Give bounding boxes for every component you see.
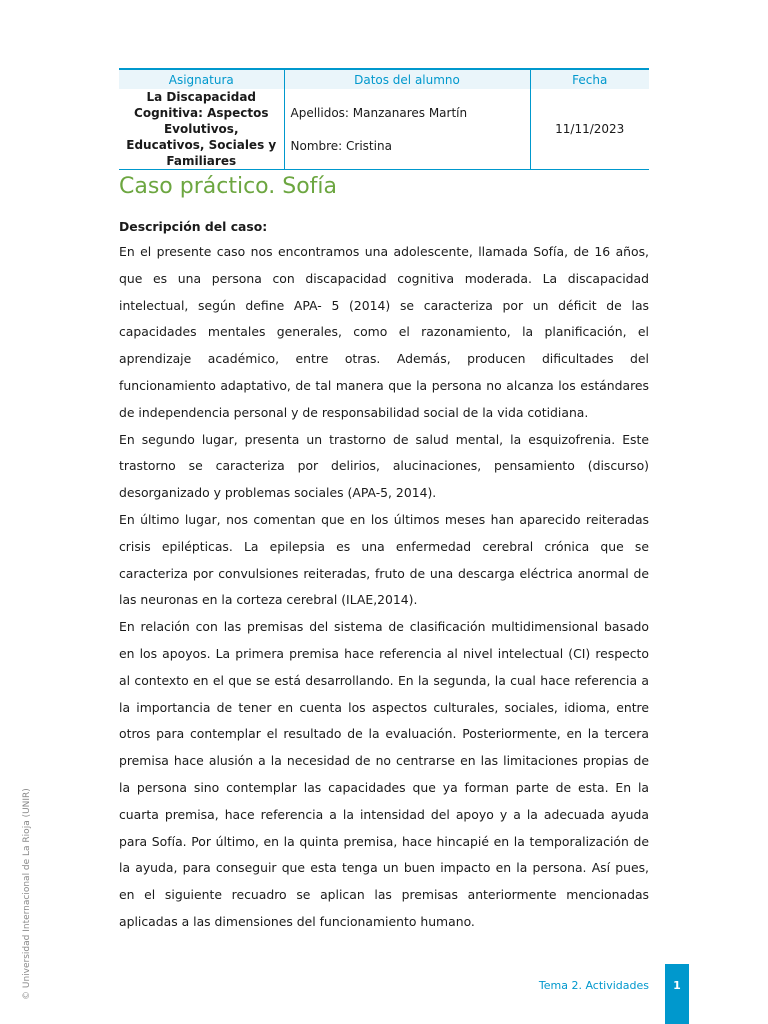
paragraph-4: En relación con las premisas del sistema de clasificación multidimensional basado en los apoyos. La primera premisa hace referencia al nivel intelectual (CI) respecto al contexto en el que se está desarrollando. En la segunda, la cual hace referencia a la importancia de tener en cuenta los aspectos culturales, sociales, idioma, entre otros para contemplar el resultado de la evaluación. Posteriormente, en la tercera premisa hace alusión a la necesidad de no centrarse en las limitaciones propias de la persona sino contemplar las capacidades que ya forman parte de esta. En la cuarta premisa, hace referencia a la intensidad del apoyo y a la adecuada ayuda para Sofía. Por último, en la quinta premisa, hace hincapié en la temporalización de la ayuda, para conseguir que esta tenga un buen impacto en la persona. Así pues, en el siguiente recuadro se aplican las premisas anteriormente mencionadas aplicadas a las dimensiones del funcionamiento humano.	[119, 619, 649, 929]
section-heading: Descripción del caso:	[119, 219, 268, 234]
subject-cell: La Discapacidad Cognitiva: Aspectos Evolutivos, Educativos, Sociales y Familiares	[119, 89, 284, 170]
header-table	[119, 68, 649, 170]
student-surname: Apellidos: Manzanares Martín	[290, 105, 468, 120]
page-title: Caso práctico. Sofía	[119, 174, 338, 199]
copyright-credit: © Universidad Internacional de La Rioja (UNIR)	[22, 788, 32, 1000]
header-row	[119, 69, 649, 89]
student-cell	[284, 89, 530, 170]
student-name: Nombre: Cristina	[290, 138, 392, 153]
column-datos-alumno: Datos del alumno	[284, 69, 530, 89]
page-number: 1	[665, 964, 689, 1024]
paragraph-1: En el presente caso nos encontramos una adolescente, llamada Sofía, de 16 años, que es una persona con discapacidad cognitiva moderada. La discapacidad intelectual, según define APA- 5 (2014) se caracteriza por un déficit de las capacidades mentales generales, como el razonamiento, la planificación, el aprendizaje académico, entre otras. Además, producen dificultades del funcionamiento adaptativo, de tal manera que la persona no alcanza los estándares de independencia personal y de responsabilidad social de la vida cotidiana.	[119, 244, 649, 420]
data-row	[119, 89, 649, 170]
column-fecha: Fecha	[530, 69, 649, 89]
date-cell: 11/11/2023	[530, 89, 649, 170]
column-asignatura: Asignatura	[119, 69, 284, 89]
paragraph-2: En segundo lugar, presenta un trastorno de salud mental, la esquizofrenia. Este trastorno se caracteriza por delirios, alucinaciones, pensamiento (discurso) desorganizado y problemas sociales (APA-5, 2014).	[119, 431, 649, 501]
case-content	[119, 215, 649, 936]
footer-label: Tema 2. Actividades	[538, 979, 649, 992]
paragraph-3: En último lugar, nos comentan que en los últimos meses han aparecido reiteradas crisis epilépticas. La epilepsia es una enfermedad cerebral crónica que se caracteriza por convulsiones reiteradas, fruto de una descarga eléctrica anormal de las neuronas en la corteza cerebral (ILAE,2014).	[119, 511, 649, 608]
